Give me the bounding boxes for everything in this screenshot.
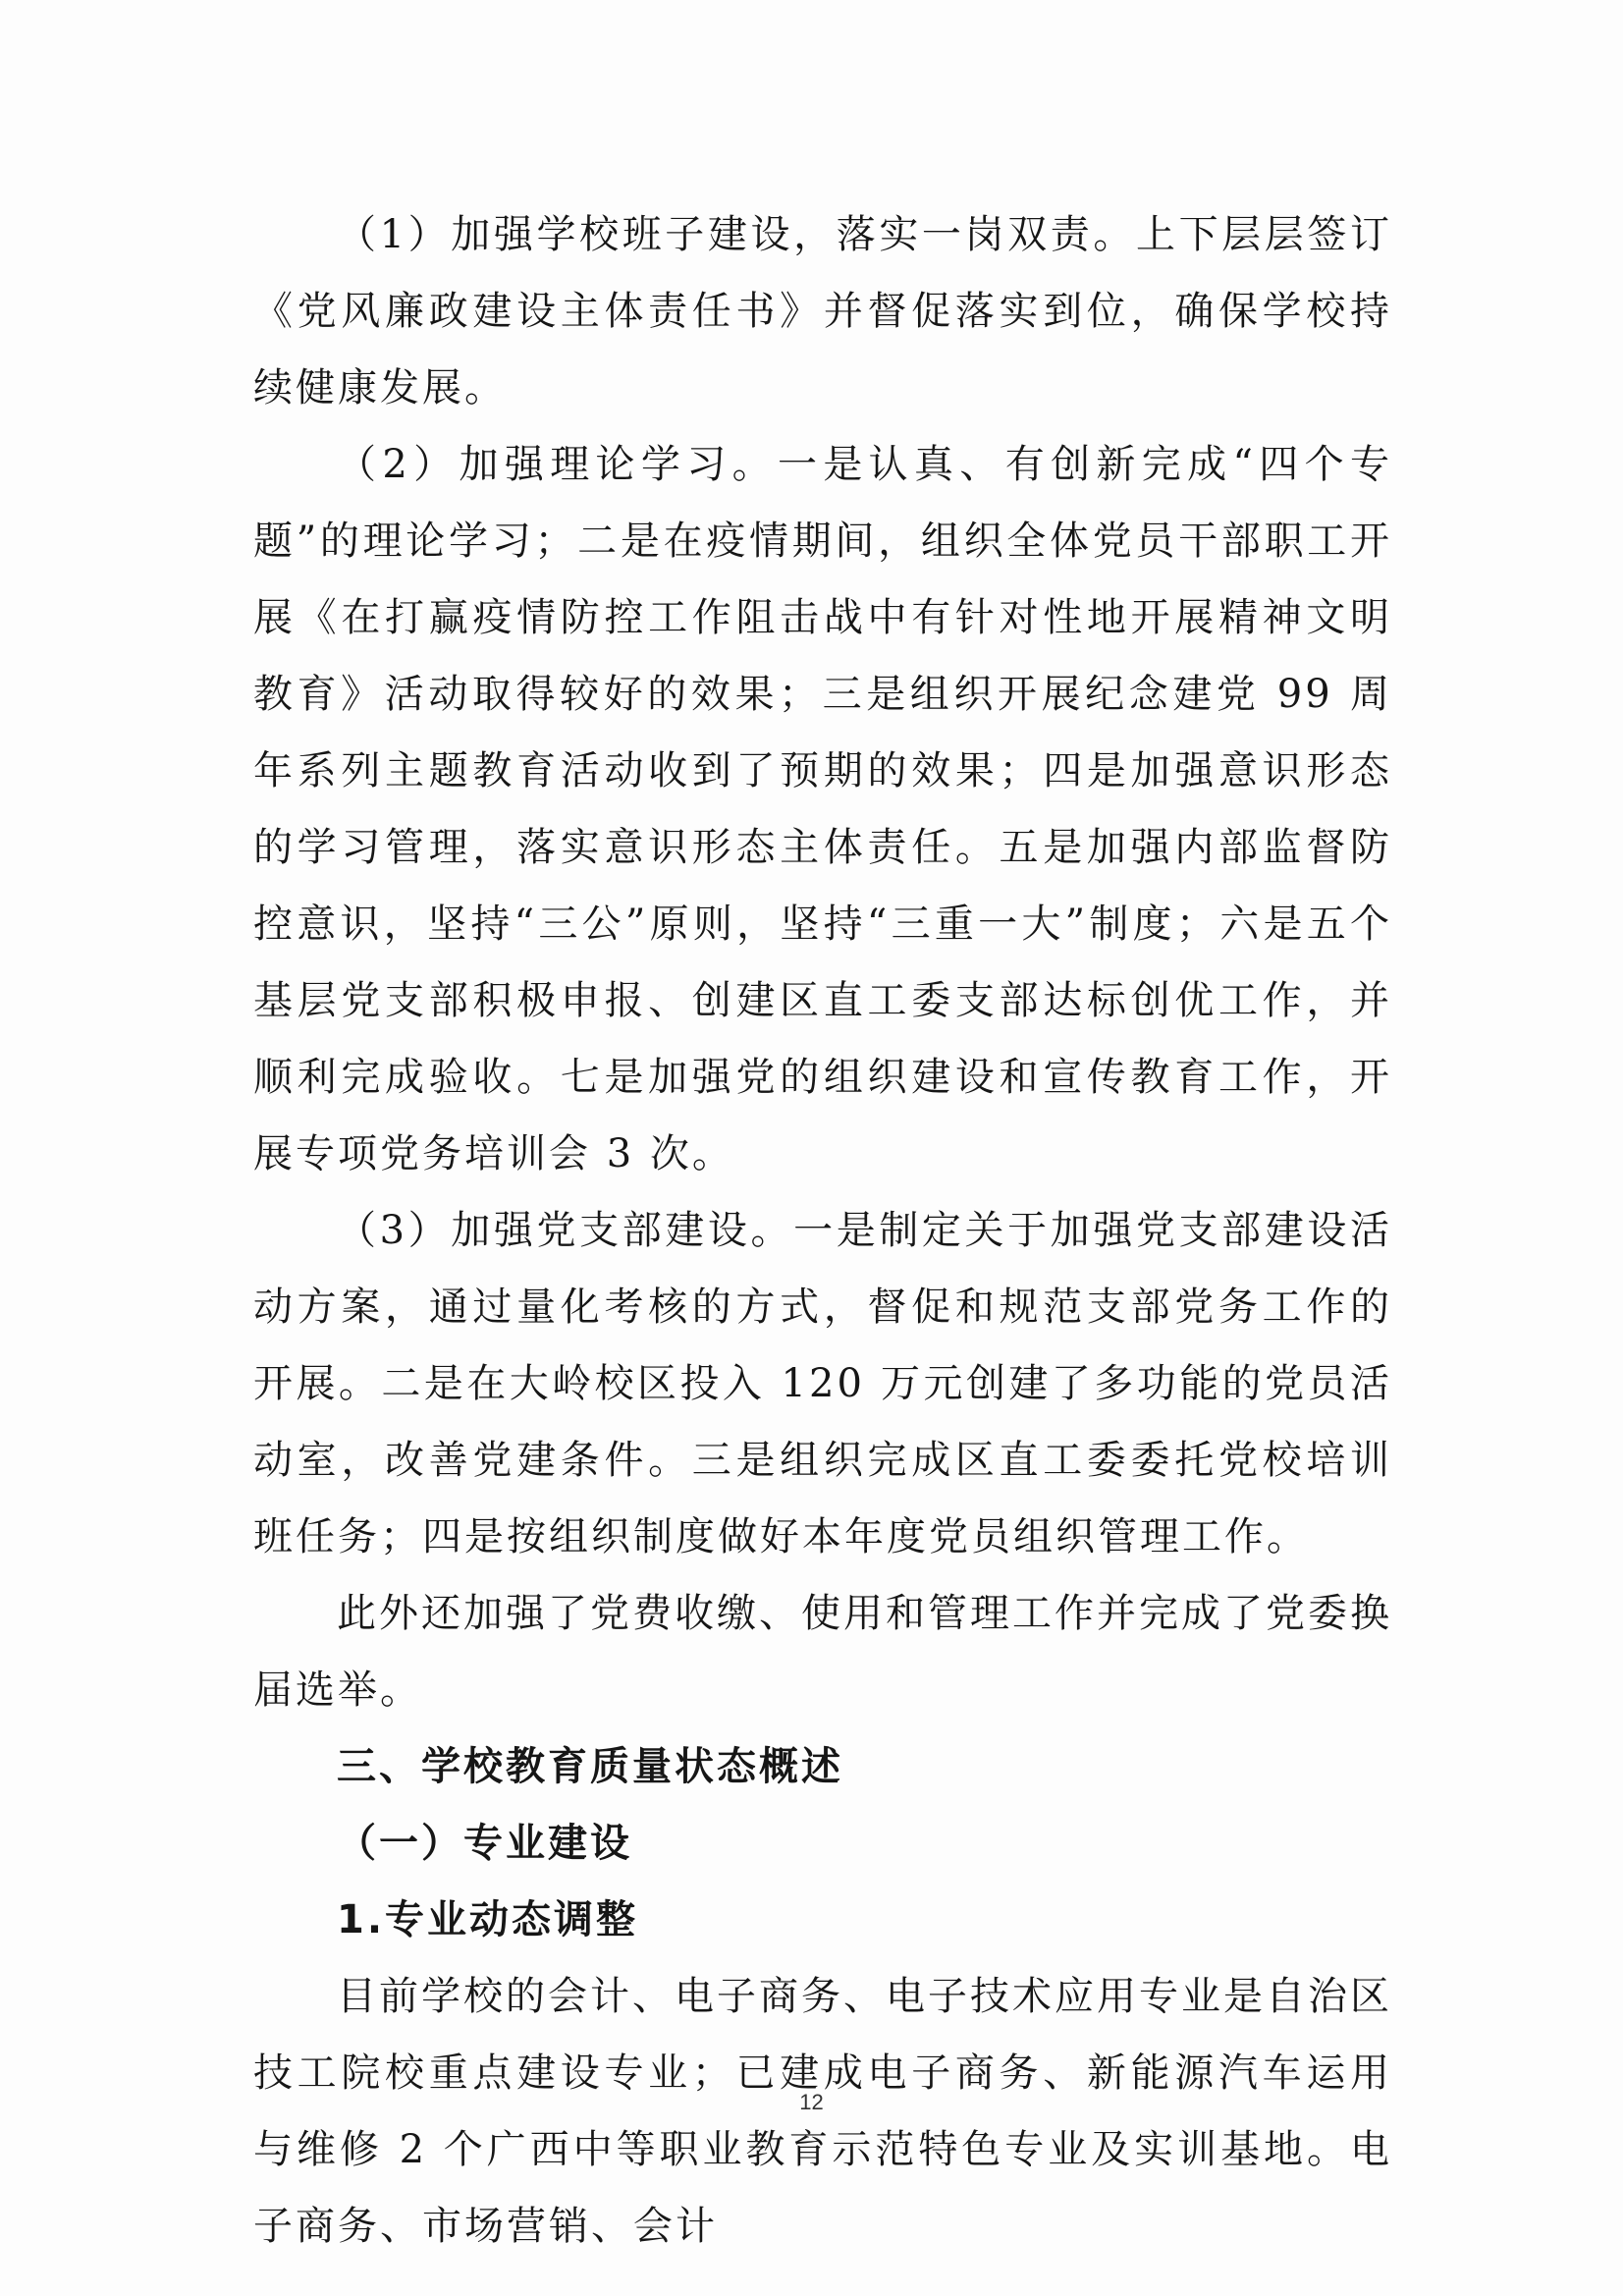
subsection-heading: （一）专业建设 [337,1821,632,1866]
section-heading: 三、学校教育质量状态概述 [337,1744,843,1789]
paragraph-party-fees: 此外还加强了党费收缴、使用和管理工作并完成了党委换届选举。 [253,1591,1392,1713]
paragraph-theory-study: （2）加强理论学习。一是认真、有创新完成“四个专题”的理论学习；二是在疫情期间，组织全体党员干部职工开展《在打赢疫情防控工作阻击战中有针对性地开展精神文明教育》活动取得较好的效果；三是组织开展纪念建党 99 周年系列主题教育活动收到了预期的效果；四是加强意识形态的学习管理，落实意识形态主体责任。五是加强内部监督防控意识，坚持“三公”原则，坚持“三重一大”制度；六是五个基层党支部积极申报、创建区直工委支部达标创优工作，并顺利完成验收。七是加强党的组织建设和宣传教育工作，开展专项党务培训会 3 次。 [253,442,1392,1176]
paragraph-major-adjustment: 目前学校的会计、电子商务、电子技术应用专业是自治区技工院校重点建设专业；已建成电子商务、新能源汽车运用与维修 2 个广西中等职业教育示范特色专业及实训基地。电子商务、市场营销、会计 [253,1974,1392,2249]
paragraph-branch-building: （3）加强党支部建设。一是制定关于加强党支部建设活动方案，通过量化考核的方式，督促和规范支部党务工作的开展。二是在大岭校区投入 120 万元创建了多功能的党员活动室，改善党建条件。三是组织完成区直工委委托党校培训班任务；四是按组织制度做好本年度党员组织管理工作。 [253,1208,1392,1559]
document-body [253,196,1392,2265]
subsubsection-heading: 1.专业动态调整 [337,1897,639,1942]
page-number: 12 [799,2090,824,2114]
paragraph-leadership: （1）加强学校班子建设，落实一岗双责。上下层层签订《党风廉政建设主体责任书》并督促落实到位，确保学校持续健康发展。 [253,212,1392,410]
